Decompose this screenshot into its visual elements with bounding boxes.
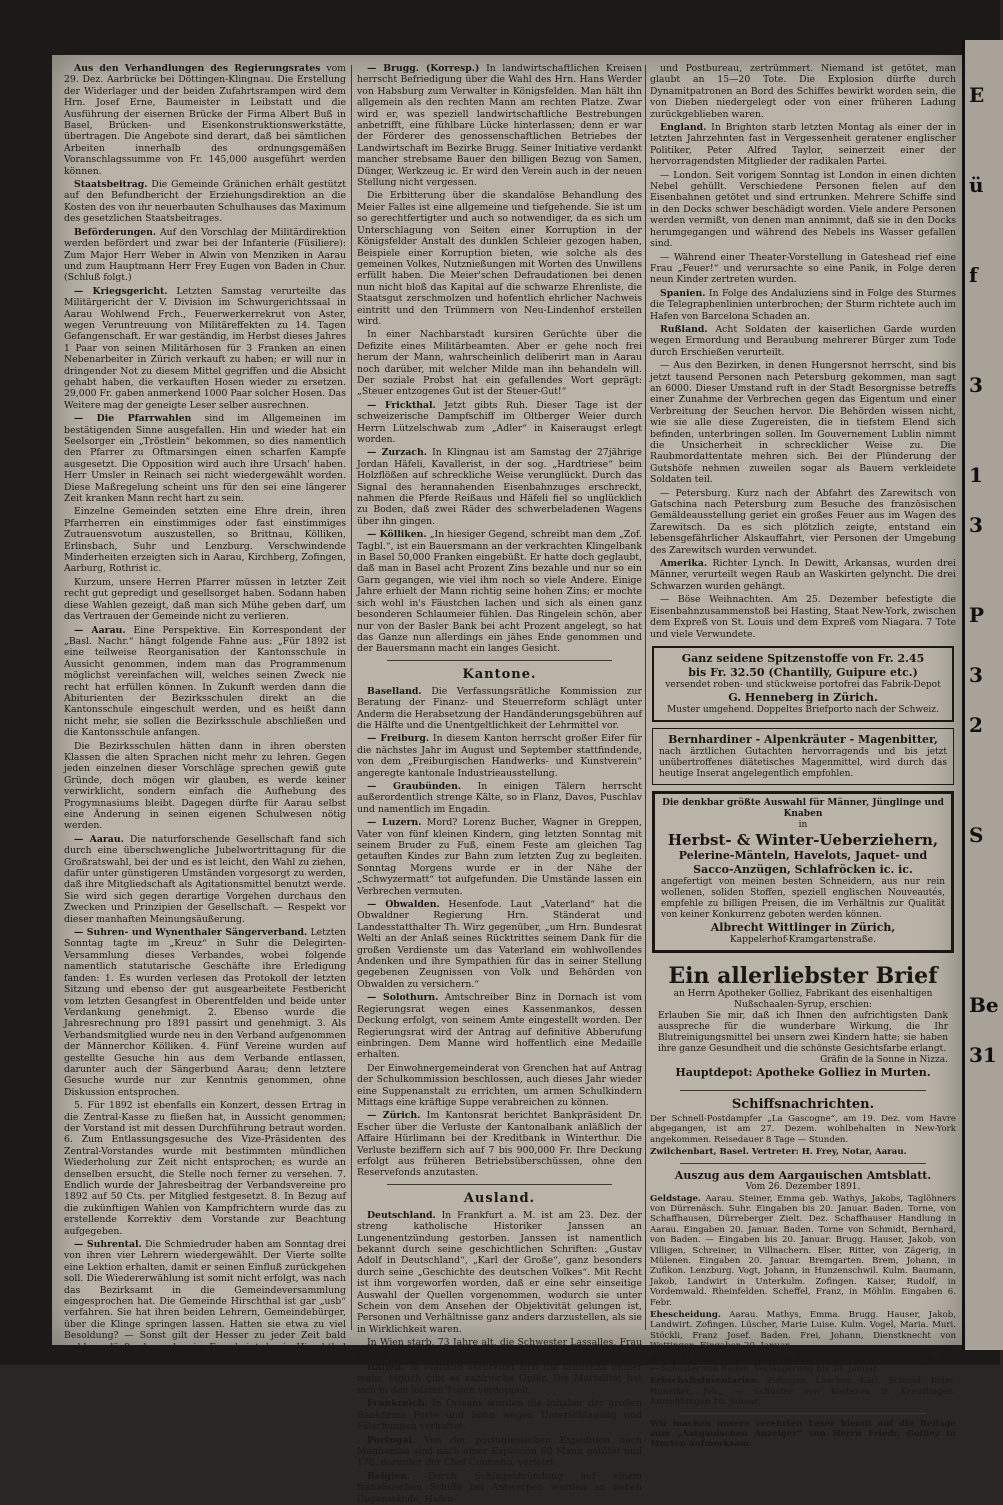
section-divider bbox=[387, 660, 612, 661]
article-text: In Klingnau ist am Samstag der 27jährige Jordan Häfeli, Kavallerist, in der sog. „Hardtriese“ beim Holzflößen auf schreckliche Weise verunglückt. Durch das Signal des herannahenden Eisenbahnzuges erschreckt, nahmen die Pferde Reißaus und Häfeli fiel so unglücklich zu Boden, daß zwei Räder des schwerbeladenen Wagens über ihn gingen. bbox=[357, 447, 642, 527]
article-text: Letzten Sonntag tagte im „Kreuz“ in Suhr die Delegirten-Versammlung dieses Verbandes, wobei folgende namentlich statutarische Geschäfte ihre Erledigung fanden: 1. Es wurden verlesen das Protokoll der letzten Sitzung und ebenso der gut ausgearbeitete Festbericht vom letzten Gesangfest in Oberentfelden und beide unter Verdankung genehmigt. 2. Ebenso wurde die Jahresrechnung pro 1891 passirt und genehmigt. 3. Als Verbandsmitglied wurde neu in den Verband aufgenommen der Männerchor Kölliken. 4. Fünf Vereine wurden auf gestellte Gesuche hin aus dem Verbande entlassen, darunter auch der Sängerbund Aarau; denn letztere Gesuche wurde nur zur Kenntnis genommen, ohne Diskussion entsprochen. bbox=[64, 927, 346, 1098]
article bbox=[357, 63, 642, 188]
shipping-heading: Schiffsnachrichten. bbox=[731, 1096, 875, 1112]
article-lead: Italien. bbox=[367, 1362, 405, 1374]
official-lead: Wirtschaftsüberweiser. bbox=[650, 1353, 762, 1364]
edge-fragment: P bbox=[969, 603, 985, 627]
official-date: Vom 26. Dezember 1891. bbox=[745, 1181, 861, 1192]
article bbox=[357, 400, 642, 446]
article-text: Letzten Samstag verurteilte das Militärgericht der V. Division im Schwurgerichtssaal in Aarau Wohlwend Frch., Feuerwerkerrekrut von Aster, wegen Veruntreuung von Militäreffekten zu 14. Tagen Gefangenschaft. Er war geständig, im Herbst dieses Jahres 1 Paar von seinen Militärhosen für 3 Franken an einen Nebenarbeiter in Zürich verkauft zu haben; er will nur in dringender Not zu diesem Mittel gegriffen und die Absicht gehabt haben, die verkauften Hosen wieder zu ersetzen. 29,000 Fr. gaben anmerkend 1000 Paar solcher Hosen. Das Weitere mag der geneigte Leser selber ausrechnen. bbox=[64, 285, 346, 411]
article-text: In Folge des Andaluziens sind in Folge des Sturmes die Telegraphenlinien unterbrochen; der Sturm richtete auch im Hafen von Barcelona Schaden an. bbox=[650, 287, 956, 322]
article-lead: — Frickthal. bbox=[367, 399, 436, 411]
article-lead: Frankreich. bbox=[367, 1398, 428, 1410]
article bbox=[357, 781, 642, 815]
article-lead: Baselland. bbox=[367, 685, 422, 697]
official-text: Aarau. Steiner, Joh. Baden. Kaufmann, Joh. — Schuster von Baden. Verlängerung bis 30. Januar. bbox=[650, 1353, 956, 1375]
article-text: Mord? Lorenz Bucher, Wagner in Greppen, Vater von fünf kleinen Kindern, ging letzten Sonntag mit seinem Bruder zu Fuß, einem Feste am gleichen Tag getauften Kindes zur Bahn zum letzten Zug zu begleiten. Sonntag Morgens wurde er in der Nähe der „Schwyzermatt“ tot aufgefunden. Die Umstände lassen ein Verbrechen vermuten. bbox=[357, 817, 642, 897]
article-lead: Belgien. bbox=[367, 1470, 411, 1482]
column-left bbox=[64, 63, 346, 1365]
article-lead: — Die Pfarrwahlen bbox=[74, 413, 192, 425]
advert-line: angefertigt von meinen besten Schneidern, aus nur rein wollenen, soliden Stoffen, speziell englischen Nouveautés, empfehle zu billigen Preisen, die im Verhältnis zur Qualität von keiner Konkurrenz geboten werden können. bbox=[661, 876, 945, 920]
official-text: Aarau. Steiner, Emma geb. Wathys, Jakobs, Taglöhners von Dürrenäsch. Suhr. Eingaben bis 20. Januar. Baden. Torne, von Schaffhausen, Dürreberger Zielt. Dez. Schaffhauser Handlung in Aarau. Eingaben 20. Januar. Baden. Torne von Schmidt, Bernhard, von Baden. — Eingaben bis 20. Januar. Brugg. Hauser, Jakob, von Villigen, Schreiner, in Villnachern. Elser, Ritter, von Zägerig, in Mülenen. Eingaben 20. Januar. Bremgarten. Brem, Johann, in Zufikon. Lenzburg. Vogt, Johann, in Hunzenschwil. Kulm. Baumann, Jakob, Landwirt in Unterkulm. Zofingen. Kaiser, Rudolf, in Vordemwald. Rheinfelden. Scheffel, Franz, in Möhlin. Eingaben 6. Febr. bbox=[650, 1193, 957, 1308]
official-entry bbox=[650, 1354, 956, 1375]
article: — Petersburg. Kurz nach der Abfahrt des Zarewitsch von Gatschina nach Petersburg zum Besuche des französischen Gemäldeausstellung geriet ein großes Feuer aus im Wagen des Zarewitsch. Da es sich plötzlich zeigte, entstand ein lebensgefährlicher Alskauffahrt, vier Personen der Umgebung des Zarewitsch wurden verwundet. bbox=[650, 487, 956, 556]
edge-fragment: 31 bbox=[969, 1043, 997, 1067]
article: — London. Seit vorigem Sonntag ist London in einen dichten Nebel gehüllt. Verschiedene Personen fielen auf den Eisenbahnen getötet und sind ertrunken. Mehrere Schiffe sind in den Docks schwer beschädigt worden. Viele andere Personen werden vermißt, von denen man annimmt, daß sie in den Docks herumgegangen und während des Nebels ins Wasser gefallen sind. bbox=[650, 169, 956, 250]
advert-overcoats bbox=[652, 791, 954, 953]
article-text: In landwirtschaftlichen Kreisen herrscht Befriedigung über die Wahl des Hrn. Hans Werder von Habsburg zum Verwalter in Königsfelden. Man hält ihn allgemein als den rechten Mann am rechten Platze. Zwar wird er, was speziell landwirtschaftliche Bestrebungen anbetrifft, eine fühlbare Lücke hinterlassen; denn er war der Förderer des genossenschaftlichen Betriebes der Landwirtschaft im Bezirke Brugg. Seiner Initiative verdankt mancher strebsame Bauer den billigen Bezug von Samen, Dünger, Werkzeug ic. Er wird den Verein auch in der neuen Stellung nicht vergessen. bbox=[357, 63, 642, 189]
article bbox=[357, 686, 642, 732]
article: Kurzum, unsere Herren Pfarrer müssen in letzter Zeit recht gut gepredigt und gesellsorget haben. Sodann haben diese Wahlen gezeigt, daß man sich Mühe geben darf, um das Vertrauen der Gemeinde nicht zu verlieren. bbox=[64, 576, 346, 623]
advert-line: Die denkbar größte Auswahl für Männer, Jünglinge und Knaben bbox=[662, 797, 944, 819]
advert-line: in bbox=[798, 819, 808, 830]
article-lead: — Kriegsgericht. bbox=[74, 285, 168, 297]
official-entry bbox=[650, 1376, 956, 1407]
article bbox=[64, 179, 346, 225]
article bbox=[64, 927, 346, 1098]
section-heading-ausland: Ausland. bbox=[463, 1190, 536, 1206]
edge-fragment: 1 bbox=[969, 463, 983, 487]
article: In einer Nachbarstadt kursiren Gerüchte über die Defizite eines Militärbeamten. Aber er gehe noch frei herum der Mann, wahrscheinlich deliberirt man in Aarau noch darüber, mit welcher Milde man ihn behandeln will. Der soziale Probst hat ein gefallendes Wort geprägt: „Steuer entzogenes Gut ist der Steuer-Gut!“ bbox=[357, 329, 642, 398]
edge-fragment: E bbox=[969, 83, 985, 107]
advert-line: Pelerine-Mänteln, Havelots, Jaquet- und Sacco-Anzügen, Schlafröcken ic. ic. bbox=[678, 848, 928, 876]
article-text: Amtschreiber Binz in Dornach ist vom Regierungsrat wegen eines Kassenmankos, dessen Deckung erfolgt, von seinem Amte eingestellt worden. Der Regierungsrat wird der Antrag auf definitive Abberufung einbringen. Dem Manne wird hoffentlich eine Medaille erhalten. bbox=[357, 992, 642, 1061]
column-rule bbox=[645, 65, 646, 1330]
article bbox=[357, 817, 642, 897]
edge-fragment: 3 bbox=[969, 663, 983, 687]
advert-line: Kappelerhof-Kramgartenstraße. bbox=[730, 934, 876, 945]
article-lead: — Aarau. bbox=[74, 624, 126, 636]
article-text: vom 29. Dez. Aarbrücke bei Döttingen-Klingnau. Die Erstellung der Widerlager und der beiden Zufahrtsrampen wird dem Hrn. Josef Erne, Baumeister in Leibstatt und die Ausführung der eisernen Brücke der Firma Albert Buß in Basel, Brücken- und Eisenkonstruktionswerkstätte, übertragen. Die Angebote sind derart, daß bei sämtlichen Arbeiten innerhalb des ordnungsgemäßen Voranschlagssumme von Fr. 145,000 ausgeführt werden können. bbox=[64, 63, 346, 177]
advert-line: versendet roben- und stückweise portofrei das Fabrik-Depot bbox=[665, 679, 941, 690]
column-middle bbox=[357, 63, 643, 1505]
article-lead: Spanien. bbox=[660, 287, 706, 299]
official-text: Aarau. Mathys, Emma. Brugg. Hauser, Jakob, Landwirt. Zofingen. Lüscher, Marie Luise. Kulm. Vogel, Maria. Muri. Stöckli, Franz Josef. Baden. Frei, Johann, Dienstknecht von Wettingen. Eingaben 20. Januar. bbox=[650, 1310, 956, 1352]
edge-fragment: Be bbox=[969, 993, 999, 1017]
advert-line: Muster umgehend. Doppeltes Briefporto nach der Schweiz. bbox=[667, 704, 939, 715]
article bbox=[64, 834, 346, 925]
edge-fragment: 2 bbox=[969, 713, 983, 737]
article bbox=[64, 625, 346, 739]
article bbox=[650, 122, 956, 168]
edge-fragment: 3 bbox=[969, 373, 983, 397]
article-text: Durch Schlagentzündung auf einem französischen Schiffe bei Antwerpen wurden an neben Gegenstände, Hafen- bbox=[357, 1470, 642, 1505]
article-lead: — Graubünden. bbox=[367, 780, 462, 792]
article-lead: — Freiburg. bbox=[367, 733, 430, 745]
article-text: Acht Soldaten der kaiserlichen Garde wurden wegen Ermordung und Beraubung mehrerer Bürger zum Tode durch Erschießen verurteilt. bbox=[650, 323, 956, 358]
edge-fragment: ü bbox=[969, 173, 984, 197]
section-divider bbox=[680, 1090, 926, 1091]
shipping-agent: Zwilchenbart, Basel. Vertreter: H. Frey, Notar, Aarau. bbox=[650, 1147, 907, 1158]
article bbox=[357, 1210, 642, 1335]
advert-bitters bbox=[652, 728, 954, 785]
article-text: In einigen Tälern herrscht außerordentlich strenge Kälte, so in Flanz, Davos, Puschlav und namentlich im Engadin. bbox=[357, 780, 642, 815]
article bbox=[357, 1471, 642, 1505]
article bbox=[64, 227, 346, 284]
advert-line: G. Henneberg in Zürich. bbox=[728, 690, 878, 704]
article bbox=[64, 1239, 346, 1364]
article-lead: Staatsbeitrag. bbox=[74, 179, 148, 191]
article-text: Auf den Vorschlag der Militärdirektion werden befördert und zwar bei der Infanterie (Füsiliere): Zum Major Herr Weber in Alwin von Menziken in Aarau und zum Hauptmann Herr Frey Eugen von Baden in Chur. (Schluß folgt.) bbox=[64, 226, 346, 284]
advert-letter bbox=[652, 959, 954, 1084]
article-text: In diesem Kanton herrscht großer Eifer für die nächstes Jahr im August und September stattfindende, von dem „Freiburgischen Handwerks- und Kunstverein“ angeregte kantonale Industrieausstellung. bbox=[357, 733, 643, 779]
article: Einzelne Gemeinden setzten eine Ehre drein, ihren Pfarrherren ein einstimmiges oder fast einstimmiges Zutrauensvotum auszustellen, so Brittnau, Kölliken, Erlinsbach, Suhr und Lenzburg. Verschwindende Minderheiten erzeigten sich in Aarau, Kirchberg, Zofingen, Aarburg, Rothrist ic. bbox=[64, 506, 346, 575]
article-lead: Beförderungen. bbox=[74, 226, 157, 238]
article-text: Die Gemeinde Gränichen erhält gestützt auf den Befundbericht der Erziehungsdirektion an die Kosten des von ihr neuerbauten Schulhauses das Maximum des gesetzlichen Staatsbeitrages. bbox=[64, 179, 346, 225]
article bbox=[650, 324, 956, 358]
article-lead: — Aarau. bbox=[74, 833, 124, 845]
official-text: Zofingen. Lüscher, Karl, Schmid. Kulm. Hunziker, Joh., — Schuster von Kosteron in Kreuzlingen. Anmeldungen 10. Januar. bbox=[650, 1376, 956, 1408]
official-lead: Ehescheidung. bbox=[650, 1310, 721, 1320]
article bbox=[357, 1398, 642, 1432]
article-text: Im Kantonsrat berichtet Bankpräsident Dr. Escher über die Verluste der Kantonalbank anläßlich der Affaire Hürlimann bei der Kreditbank in Winterthur. Die Verluste beziffern sich auf 7 bis 900,000 Fr. Ihre Deckung erfolgt aus früheren Betriebsüberschüssen, ohne den Reservefonds anzutasten. bbox=[357, 1110, 642, 1179]
article bbox=[357, 733, 642, 779]
article-lead: Aus den Verhandlungen des Regierungsrates bbox=[74, 63, 321, 74]
article-text: In Orleans wurden die Inhaber der großen Bankfirma Forte und Sohn wegen Unterschlagung und Fälschungen verhaftet. bbox=[357, 1398, 642, 1433]
advert-line: Herbst- & Winter-Ueberziehern, bbox=[667, 830, 939, 849]
official-heading: Auszug aus dem Aargauischen Amtsblatt. bbox=[674, 1168, 932, 1182]
article bbox=[357, 992, 642, 1060]
article-text: Richter Lynch. In Dewitt, Arkansas, wurden drei Männer, verurteilt wegen Raub an Waskirten gelyncht. Die drei Schwarzen wurden gehängt. bbox=[650, 558, 956, 592]
advert-text: nach ärztlichen Gutachten hervorragends und bis jetzt unübertroffenes diätetisches Magenmittel, wird durch das heutige Inserat angelegentlich empfohlen. bbox=[659, 746, 947, 779]
section-divider bbox=[680, 1163, 926, 1164]
edge-fragment: S bbox=[969, 823, 984, 847]
article-text: In Brighton starb letzten Montag als einer der in letzten Jahrzehnten fast in Vergessenheit geratener englischer Politiker, Peter Alfred Taylor, seinerzeit einer der hervorragendsten Mitglieder der radikalen Partei. bbox=[650, 122, 956, 168]
article-text: Jetzt gibts Ruh. Dieser Tage ist der schweizerische Dampfschiff im Oltberger Weier durch Herrn Lützelschwab zum „Adler“ in Kaiseraugst erlegt worden. bbox=[357, 399, 642, 445]
article: In Wien starb, 73 Jahre alt, die Schwester Lassalles, Frau Oberst Warefa. bbox=[357, 1337, 642, 1360]
newspaper-sheet bbox=[52, 55, 962, 1505]
article: 5. Für 1892 ist ebenfalls ein Konzert, dessen Ertrag in die Zentral-Kasse zu fließen hat, in Aussicht genommen; der Vorstand ist mit dessen Durchführung betraut worden. 6. Zum Entlassungsgesuche des Vize-Präsidenten des Zentral-Vorstandes wurde mit bestimmten mündlichen Wiederholung zur Zeit nicht entsprochen; es wurde an denselben ersucht, die Stelle noch ferner zu versehen. 7. Endlich wurde der Jahresbeitrag der Verbandsvereine pro 1892 auf 50 Cts. per Mitglied festgesetzt. 8. In Bezug auf die zukünftigen Wahlen von Kampfrichtern wurde das zu erstellende Korrektiv dem Vorstande zur Beachtung aufgegeben. bbox=[64, 1100, 346, 1237]
article bbox=[650, 558, 956, 592]
column-rule bbox=[351, 65, 352, 1330]
article: — Böse Weihnachten. Am 25. Dezember befestigte die Eisenbahnzusammenstoß bei Hasting, Staat New-York, zwischen dem Expreß von St. Louis und dem Expreß vom Niagara. 7 Tote und viele Verwundete. bbox=[650, 594, 956, 640]
article bbox=[64, 413, 346, 504]
section-heading-kantone: Kantone. bbox=[462, 666, 537, 682]
article bbox=[64, 63, 346, 177]
article-text: Hesenfode. Laut „Vaterland“ hat die Obwaldner Regierung Hrn. Ständerat und Landesstatthalter Th. Wirz gegenüber, „um Hrn. Bundesrat Welti an der Anlaß seines Rücktrittes seinem Dank für die großen Verdienste um das Vaterland ein wohlwollendes Andenken und ihre Sympathien für das in seiner Stellung gegebenen Zeugnissen von Volk und Behörden von Obwalden zu versichern.“ bbox=[357, 899, 642, 990]
advert-line: Erlauben Sie mir, daß ich Ihnen den aufrichtigsten Dank ausspreche für die wunderbare Wirkung, die Ihr Blutreinigungsmittel bei unsern zwei Kindern hatte; sie haben ihre ganze Gesundheit und die schönste Gesichtsfarbe erlangt. bbox=[658, 1010, 948, 1054]
article-lead: Portugal. bbox=[367, 1434, 416, 1446]
edge-fragment: f bbox=[969, 263, 978, 287]
advert-title: Bernhardiner - Alpenkräuter - Magenbitter, bbox=[668, 732, 938, 746]
article-text: In Frankfurt a. M. ist am 23. Dez. der streng katholische Historiker Janssen an Lungenentzündung gestorben. Janssen ist namentlich bekannt durch seine geschichtlichen Schriften: „Gustav Adolf in Deutschland“, „Karl der Große“, ganz besonders durch seine „Geschichte des deutschen Volkes“. Mit Recht ist ihm vorgeworfen worden, daß er eine sehr einseitige Auswahl der Quellen vorgenommen, wodurch sie unter Schein von dem Ansehen der Objektivität gelungen ist, Personen und Verhältnisse ganz anders darzustellen, als sie in Wirklichkeit waren. bbox=[357, 1209, 642, 1335]
article-text: Von der portugiesischen Expedition nach Maghamba sind nach einer Explosion 60 Mann getötet und 170, darunter der Chef Coutinho, verletzt. bbox=[357, 1434, 642, 1469]
article-lead: Rußland. bbox=[660, 323, 708, 335]
article: und Postbureau, zertrümmert. Niemand ist getötet, man glaubt an 15—20 Tote. Die Explosion dürfte durch Dynamitpatronen an Bord des Schiffes bewirkt worden sein, die von Dieben niedergelegt oder von einer früheren Ladung zurückgeblieben waren. bbox=[650, 63, 956, 120]
article-text: sind im Allgemeinen im bestätigenden Sinne ausgefallen. Hin und wieder hat ein Seelsorger ein „Tröstlein“ bekommen, so dies namentlich den Pfarrer zu Oftmarsingen einen scharfen Kampfe ausgesetzt. Die Opposition wird auch ihre Ursach' haben. Herr Umsler in Reinach sei nicht wiedergewählt worden. Diese Maßregelung scheint uns für den sei eine längerer Zeit kranken Mann recht hart zu sein. bbox=[64, 413, 346, 505]
official-lead: Erbschaftsinventarien. bbox=[650, 1376, 760, 1387]
edge-fragment: 3 bbox=[969, 513, 983, 537]
adjacent-page-edge bbox=[962, 40, 1003, 1350]
official-entry bbox=[650, 1194, 956, 1308]
article-lead: — Suhren- und Wynenthaler Sängerverband. bbox=[74, 927, 308, 939]
article-lead: Deutschland. bbox=[367, 1209, 436, 1221]
article-text: Eine Perspektive. Ein Korrespondent der „Basl. Nachr.“ hängt folgende Fahne aus: „Für 1892 ist eine teilweise Reorganisation der Kantonsschule in Aussicht genommen, indem man das Programmenum möglichst vereinfachen will, welches seinen Zweck nie recht hat erfüllen können. In Zukunft werden dann die Abiturienten der Bezirksschulen direkt an die Kantonsschule eingeschult werden, und es heißt dann nicht mehr, sie sollen die Bezirksschule abschließen und die Kantonsschule anfangen. bbox=[64, 624, 346, 739]
article bbox=[357, 1362, 642, 1396]
article: — Während einer Theater-Vorstellung in Gateshead rief eine Frau „Feuer!“ und verursachte so eine Panik, in Folge deren neun Kinder zertreten wurden. bbox=[650, 251, 956, 286]
article bbox=[64, 286, 346, 411]
article-lead: — Suhrental. bbox=[74, 1239, 142, 1251]
article: Die Erbitterung über die skandalöse Behandlung des Meier Falles ist eine allgemeine und tiefgehende. Sie ist um so gerechtfertigter und auch so notwendiger, da es sich um Unterschlagung von Seiten einer Korruption in der Königsfelder Anstalt des dunklen Schleier gezogen haben, Beispiele einer Korruption bieten, wie solche als des gemeinen Volkes, Nutznießungen mit Worten des Unwillens erfüllt haben. Die Meier'schen Defraudationen bei denen nun nicht bloß das Kapital auf die schwarze Ehrenliste, die Staatsgut zerschmolzen und hofentlich ehrlicher Nachweis eintritt und den Trümmern von Neu-Lindenhof erstellen wird. bbox=[357, 190, 642, 327]
column-right bbox=[650, 63, 957, 1450]
section-divider bbox=[387, 1184, 612, 1185]
article-lead: — Obwalden. bbox=[367, 899, 440, 911]
article-lead: — Brugg. (Korresp.) bbox=[367, 63, 480, 74]
article-lead: — Kölliken. bbox=[367, 529, 427, 541]
advert-line: bis Fr. 32.50 (Chantilly, Guipure etc.) bbox=[688, 665, 918, 679]
article bbox=[357, 529, 642, 654]
article-lead: — Luzern. bbox=[367, 817, 422, 829]
section-divider bbox=[680, 1413, 926, 1414]
article: — Aus den Bezirken, in denen Hungersnot herrscht, sind bis jetzt tausend Personen nach Petersburg gekommen, man sagt an 6000. Dieser Umstand ruft in der Stadt Besorgnisse betreffs einer Zunahme der Verbrechen gegen das Eigentum und einer Verbreitung der Seuchen hervor. Die Behörden wissen nicht, wie sie alle diese Zugereisten, die in tiefstem Elend sich befinden, unterbringen sollen. Im Gouvernement Lublin nimmt die Unsicherheit in schrecklicher Weise zu. Die Raubmordattentate mehren sich. Bei der Plünderung der Gutshöfe nehmen zuweilen sogar als Bauern verkleidete Soldaten teil. bbox=[650, 360, 956, 486]
article-lead: England. bbox=[660, 122, 707, 134]
article bbox=[357, 1435, 642, 1469]
advert-title: Ein allerliebster Brief bbox=[668, 962, 938, 989]
article bbox=[357, 899, 642, 990]
article-text: Die Verfassungsrätliche Kommission zur Beratung der Finanz- und Steuerreform schlägt unter Anderm die Herabsetzung der Handänderungsgebühren auf die Hälfte und die Unentgeltlichkeit der Lehrmittel vor. bbox=[357, 685, 642, 731]
advert-line: Ganz seidene Spitzenstoffe von Fr. 2.45 bbox=[681, 651, 925, 665]
advert-line: Gräfin de la Sonne in Nizza. bbox=[820, 1054, 948, 1065]
article bbox=[650, 288, 956, 322]
article bbox=[357, 1110, 642, 1178]
article: Der Einwohnergemeinderat von Grenchen hat auf Antrag der Schulkommission beschlossen, auch dieses Jahr wieder eine Suppenanstalt zu errichten, um armen Schulkindern Mittags eine kräftige Suppe verabreichen zu können. bbox=[357, 1062, 642, 1108]
advert-silk-fabrics bbox=[652, 646, 954, 722]
advert-line: Hauptdepot: Apotheke Golliez in Murten. bbox=[675, 1065, 931, 1079]
article bbox=[357, 447, 642, 527]
article-lead: Amerika. bbox=[660, 558, 708, 570]
official-entry bbox=[650, 1310, 956, 1352]
article-lead: — Solothurn. bbox=[367, 992, 439, 1004]
article-text: Die naturforschende Gesellschaft fand sich durch eine überschwengliche Jubelwortrittagung für die Großratswahl, bei der und es ist leicht, den Wahl zu ziehen, dafür unter günstigeren Umständen vorgesorgt zu werden, daß ihre Mitgliedschaft als Agitationsmittel benutzt werde. Sie wird sich gegen derartige Vorgehen durchaus den Zwecken und Prinzipien der Gesellschaft. — Respekt vor dieser manhaften Meinungsäußerung. bbox=[64, 833, 346, 925]
article-text: In Mailand verbreitet sich die Influenza immer mehr, täglich gibt es zahlreiche Opfer. Die Mortalität hat sich in den letzten Tagen verdoppelt. bbox=[357, 1362, 642, 1396]
article-text: „In hiesiger Gegend, schreibt man dem „Zof. Tagbl.“, ist ein Bauersmann an der verkrachten Klingelbank in Basel 50,000 Franken eingebüßt. Er hatte doch geglaubt, daß man in Basel acht Prozent Zins bezahle und nur so ein Garn gegangen, wie viel ihm noch so viele Andere. Einige Jahre erhielt der Mann richtig seine hohen Zins; er mochte sich wohl in's Fäustchen lachen und sich als einen ganz besonderen Schlaumeier fühlen. Das Ringelein schön, aber nur von der Basler Bank bei acht Prozent angelegt, so hat das Ganze nun allerdings ein jähes Ende genommen und der Bauersmann macht ein langes Gesicht. bbox=[357, 529, 642, 655]
advert-line: an Herrn Apotheker Golliez, Fabrikant des eisenhaltigen Nußschaalen-Syrup, erschien: bbox=[673, 988, 933, 1010]
article: Die Bezirksschulen hätten dann in ihren obersten Klassen die alten Sprachen nicht mehr zu lehren. Gegen jeden einzelnen dieser Vorschläge sprechen gewiß gute Gründe, doch mögen wir glauben, es werde keiner verwirklicht, sondern einfach die Aufhebung des Progymnasiums bleibt. Dagegen dürfte für Aarau selbst eine Änderung in seinen eigenen Schulwesen nötig werden. bbox=[64, 740, 346, 832]
advert-line: Albrecht Wittlinger in Zürich, bbox=[710, 920, 896, 934]
article-text: Die Schmiedruder haben am Sonntag drei von ihren vier Lehrern wiedergewählt. Der Vierte sollte eine Lektion erhalten, damit er seinen Einfluß zurückgehen soll. Die Wiedererwählung ist somit nicht erfolgt, was nach das Bezirksamt in die Gemeindeversammlung eingesprochen hat. Die Gemeinde Hirschthal ist gar „usb“ verfahren. Sie hat ihren beiden Lehrern, Gemeindebürger, über die Klinge springen lassen. Hatten sie etwa zu viel Besoldung? — Sonst gilt der Hesser zu jeder Zeit bald wohl, er dürfte darnach sein. Es scheint das in Hirschthal nicht zuzutreffen. bbox=[64, 1239, 346, 1365]
article-lead: — Zurzach. bbox=[367, 447, 428, 459]
shipping-text: Der Schnell-Postdampfer „La Gascogne“, am 19. Dez. vom Havre abgegangen, ist am 27. Dezem. wohlbehalten in New-York angekommen. Reisedauer 8 Tage — Stunden. bbox=[650, 1113, 956, 1145]
article-lead: — Zürich. bbox=[367, 1110, 421, 1122]
closing-notice: Wir machen unsere verehrten Leser hiemit auf die Beilage zum „Aargauischen Anzeiger“ von Herrn Friedr. Golliez in Murten aufmerksam. bbox=[650, 1418, 956, 1450]
official-lead: Geldstage. bbox=[650, 1193, 701, 1204]
